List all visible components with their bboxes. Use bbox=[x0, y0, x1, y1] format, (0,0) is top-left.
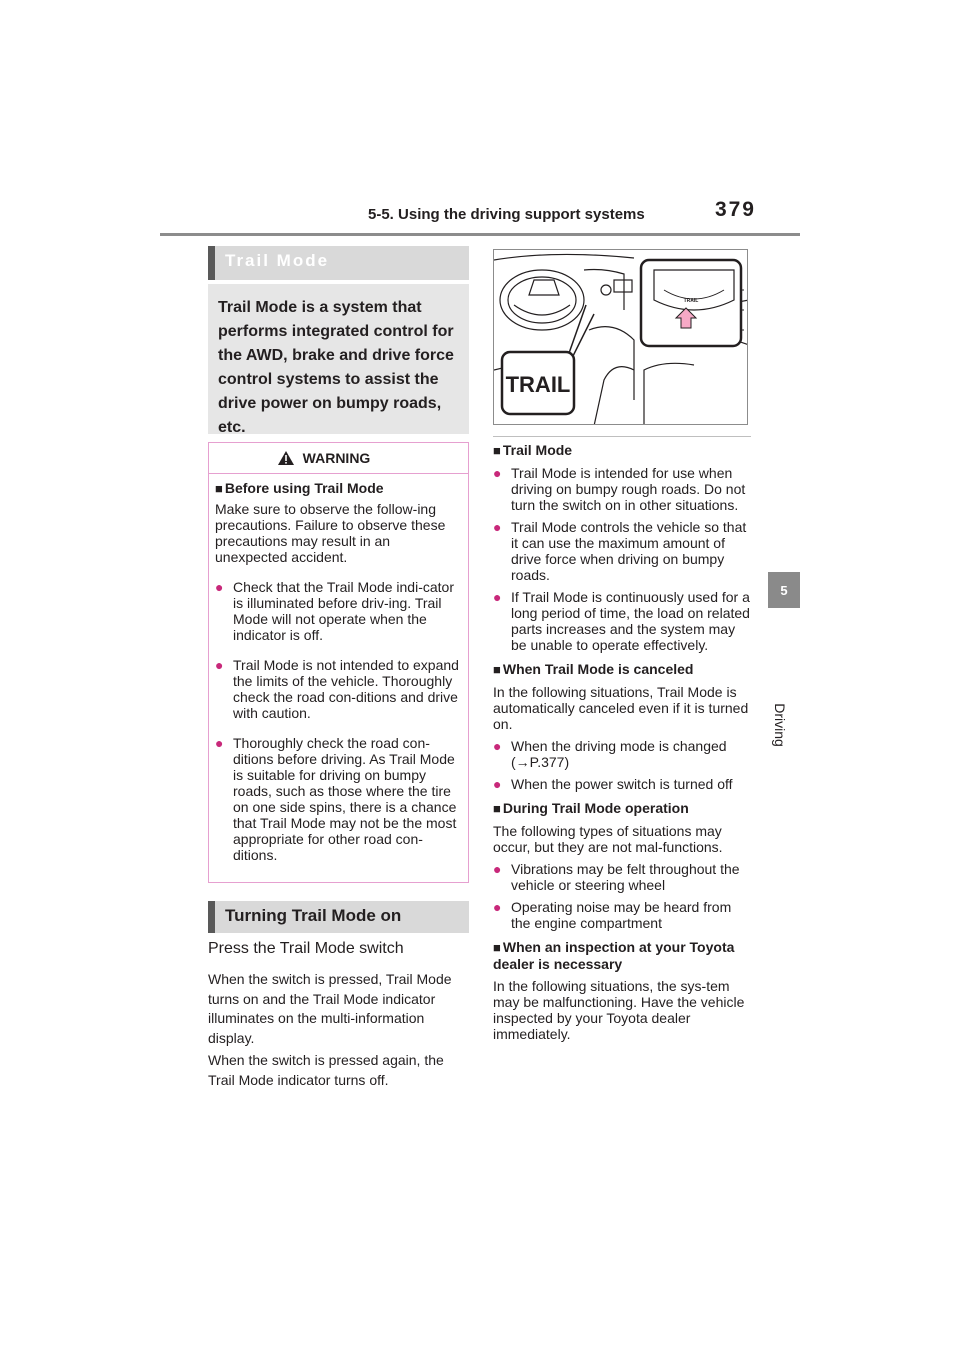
warning-text: Make sure to observe the follow-ing precautions. Failure to observe these precautions may result in an unexpected accident. bbox=[215, 501, 446, 565]
section-breadcrumb: 5-5. Using the driving support systems bbox=[368, 206, 645, 223]
section-title-turning-on: Turning Trail Mode on bbox=[208, 901, 469, 933]
trail-switch-illustration bbox=[493, 249, 748, 425]
note-bullet: ● Trail Mode controls the vehicle so that it can use the maximum amount of drive force when driving on bumpy roads. bbox=[493, 519, 751, 583]
note-text: In the following situations, the sys-tem may be malfunctioning. Have the vehicle inspected by your Toyota dealer immediately. bbox=[493, 978, 745, 1042]
notes-column bbox=[493, 436, 751, 1048]
note-heading: ■ During Trail Mode operation bbox=[493, 800, 751, 817]
trail-big-label: TRAIL bbox=[505, 372, 571, 397]
note-bullet: ● When the power switch is turned off bbox=[493, 776, 751, 792]
warning-label: WARNING bbox=[302, 450, 371, 466]
note-text: The following types of situations may occur, but they are not mal-functions. bbox=[493, 823, 723, 855]
section-title-trail-mode: Trail Mode bbox=[208, 246, 469, 280]
note-bullet: ● When the driving mode is changed (→P.377) bbox=[493, 738, 751, 770]
page-header bbox=[160, 198, 800, 236]
paragraph: When the switch is pressed, Trail Mode turns on and the Trail Mode indicator illuminates on the multi-information display. bbox=[208, 971, 452, 1046]
note-heading: ■ When an inspection at your Toyota dealer is necessary bbox=[493, 939, 751, 972]
note-bullet: ● Trail Mode is intended for use when driving on bumpy rough roads. Do not turn the switch on in other situations. bbox=[493, 465, 751, 513]
chapter-number: 5 bbox=[780, 582, 788, 598]
intro-box: Trail Mode is a system that performs integrated control for the AWD, brake and drive force control systems to assist the drive power on bumpy roads, etc. bbox=[208, 284, 469, 434]
page-number: 379 bbox=[714, 198, 756, 221]
warning-heading: ■ Before using Trail Mode bbox=[215, 480, 462, 497]
note-text: In the following situations, Trail Mode is automatically canceled even if it is turned on. bbox=[493, 684, 749, 732]
warning-bullet: ● Check that the Trail Mode indi-cator is illuminated before driv-ing. Trail Mode will not operate when the indicator is off. bbox=[215, 579, 462, 643]
trail-small-label: TRAIL bbox=[683, 298, 699, 304]
note-heading: ■ Trail Mode bbox=[493, 442, 751, 459]
note-bullet: ● If Trail Mode is continuously used for a long period of time, the load on related parts increases and the system may be unable to operate effectively. bbox=[493, 589, 751, 653]
instruction-lead: Press the Trail Mode switch bbox=[208, 940, 404, 957]
note-heading: ■ When Trail Mode is canceled bbox=[493, 661, 751, 678]
chapter-tab[interactable] bbox=[768, 572, 800, 608]
warning-bullet: ● Thoroughly check the road con-ditions before driving. As Trail Mode is suitable for driving on bumpy roads, such as those where the tire on one side spins, there is a chance that Trail Mode may not be the most appropriate for other road con-ditions. bbox=[215, 735, 462, 863]
chapter-label: Driving bbox=[772, 703, 788, 747]
paragraph: When the switch is pressed again, the Trail Mode indicator turns off. bbox=[208, 1052, 444, 1088]
note-bullet: ● Vibrations may be felt throughout the vehicle or steering wheel bbox=[493, 861, 751, 893]
dashboard-drawing bbox=[494, 250, 748, 425]
warning-box bbox=[208, 442, 469, 883]
warning-icon bbox=[277, 450, 295, 466]
warning-header bbox=[185, 443, 462, 473]
warning-bullet: ● Trail Mode is not intended to expand the limits of the vehicle. Thoroughly check the road con-ditions and drive with caution. bbox=[215, 657, 462, 721]
note-bullet: ● Operating noise may be heard from the engine compartment bbox=[493, 899, 751, 931]
